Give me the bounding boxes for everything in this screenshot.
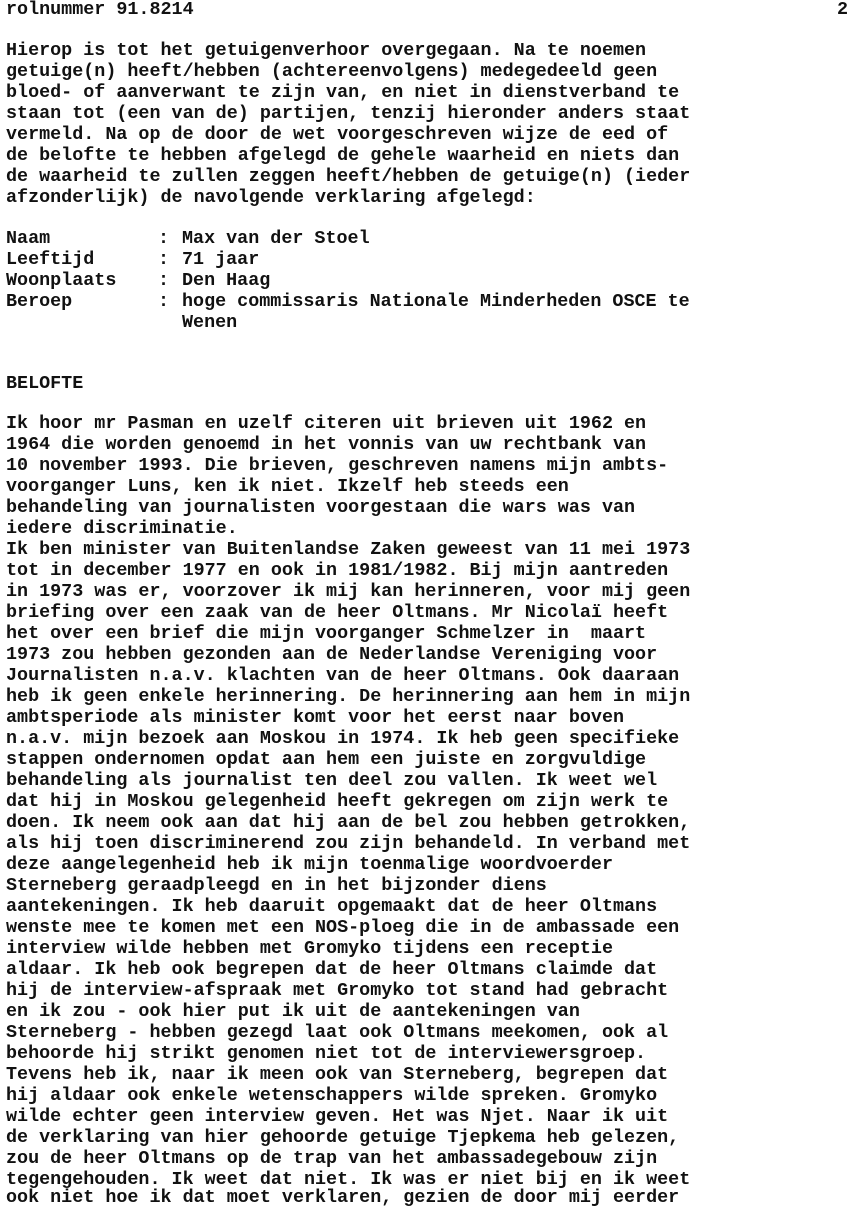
witness-colon: : — [158, 228, 170, 249]
witness-colon: : — [158, 291, 170, 312]
body-line: de verklaring van hier gehoorde getuige Tjepkema heb gelezen, — [6, 1127, 680, 1148]
intro-line: getuige(n) heeft/hebben (achtereenvolgens) medegedeeld geen — [6, 61, 658, 82]
witness-value-leeftijd: 71 jaar — [182, 249, 260, 270]
body-line: 10 november 1993. Die brieven, geschreven namens mijn ambts- — [6, 455, 669, 476]
body-line: wilde echter geen interview geven. Het was Njet. Naar ik uit — [6, 1106, 669, 1127]
body-line: behandeling van journalisten voorgestaan die wars was van — [6, 497, 636, 518]
section-heading-belofte: BELOFTE — [6, 373, 84, 394]
body-line: Tevens heb ik, naar ik meen ook van Sterneberg, begrepen dat — [6, 1064, 669, 1085]
witness-value-beroep: hoge commissaris Nationale Minderheden OSCE te — [182, 291, 690, 312]
body-line: aldaar. Ik heb ook begrepen dat de heer Oltmans claimde dat — [6, 959, 658, 980]
body-line: voorganger Luns, ken ik niet. Ikzelf heb steeds een — [6, 476, 569, 497]
body-line: het over een brief die mijn voorganger Schmelzer in maart — [6, 623, 647, 644]
body-line: hij aldaar ook enkele wetenschappers wilde spreken. Gromyko — [6, 1085, 658, 1106]
body-line: als hij toen discriminerend zou zijn behandeld. In verband met — [6, 833, 691, 854]
rolnummer-header: rolnummer 91.8214 — [6, 0, 194, 20]
body-line: deze aangelegenheid heb ik mijn toenmalige woordvoerder — [6, 854, 613, 875]
body-line: iedere discriminatie. — [6, 518, 238, 539]
body-line: 1973 zou hebben gezonden aan de Nederlandse Vereniging voor — [6, 644, 658, 665]
witness-label-woonplaats: Woonplaats — [6, 270, 117, 291]
body-line: briefing over een zaak van de heer Oltmans. Mr Nicolaï heeft — [6, 602, 669, 623]
body-line: aantekeningen. Ik heb daaruit opgemaakt dat de heer Oltmans — [6, 896, 658, 917]
body-line: 1964 die worden genoemd in het vonnis van uw rechtbank van — [6, 434, 647, 455]
intro-line: bloed- of aanverwant te zijn van, en niet in dienstverband te — [6, 82, 680, 103]
body-line: Ik ben minister van Buitenlandse Zaken geweest van 11 mei 1973 — [6, 539, 691, 560]
witness-value-beroep-continuation: Wenen — [182, 312, 238, 333]
witness-colon: : — [158, 270, 170, 291]
witness-label-leeftijd: Leeftijd — [6, 249, 95, 270]
body-line: interview wilde hebben met Gromyko tijdens een receptie — [6, 938, 613, 959]
body-line: tot in december 1977 en ook in 1981/1982. Bij mijn aantreden — [6, 560, 669, 581]
body-line: zou de heer Oltmans op de trap van het ambassadegebouw zijn — [6, 1148, 658, 1169]
witness-colon: : — [158, 249, 170, 270]
body-line: tegengehouden. Ik weet dat niet. Ik was er niet bij en ik weet — [6, 1169, 691, 1190]
body-line: in 1973 was er, voorzover ik mij kan herinneren, voor mij geen — [6, 581, 691, 602]
intro-line: vermeld. Na op de door de wet voorgeschreven wijze de eed of — [6, 124, 669, 145]
body-line: dat hij in Moskou gelegenheid heeft gekregen om zijn werk te — [6, 791, 669, 812]
body-line: Ik hoor mr Pasman en uzelf citeren uit brieven uit 1962 en — [6, 413, 647, 434]
intro-line: Hierop is tot het getuigenverhoor overgegaan. Na te noemen — [6, 40, 647, 61]
intro-line: de waarheid te zullen zeggen heeft/hebben de getuige(n) (ieder — [6, 166, 691, 187]
body-line: wenste mee te komen met een NOS-ploeg die in de ambassade een — [6, 917, 680, 938]
body-line: stappen ondernomen opdat aan hem een juiste en zorgvuldige — [6, 749, 647, 770]
intro-line: de belofte te hebben afgelegd de gehele waarheid en niets dan — [6, 145, 680, 166]
body-line: behandeling als journalist ten deel zou vallen. Ik weet wel — [6, 770, 658, 791]
witness-value-woonplaats: Den Haag — [182, 270, 271, 291]
body-line: ambtsperiode als minister komt voor het eerst naar boven — [6, 707, 625, 728]
witness-label-naam: Naam — [6, 228, 51, 249]
witness-value-naam: Max van der Stoel — [182, 228, 370, 249]
page-number: 2 — [836, 0, 848, 20]
body-line: Sterneberg geraadpleegd en in het bijzonder diens — [6, 875, 547, 896]
body-line: n.a.v. mijn bezoek aan Moskou in 1974. Ik heb geen specifieke — [6, 728, 680, 749]
body-line: ook niet hoe ik dat moet verklaren, gezien de door mij eerder — [6, 1187, 680, 1208]
intro-line: staan tot (een van de) partijen, tenzij hieronder anders staat — [6, 103, 691, 124]
intro-line: afzonderlijk) de navolgende verklaring afgelegd: — [6, 187, 536, 208]
body-line: Journalisten n.a.v. klachten van de heer Oltmans. Ook daaraan — [6, 665, 680, 686]
witness-label-beroep: Beroep — [6, 291, 73, 312]
body-line: en ik zou - ook hier put ik uit de aantekeningen van — [6, 1001, 580, 1022]
body-line: doen. Ik neem ook aan dat hij aan de bel zou hebben getrokken, — [6, 812, 691, 833]
body-line: heb ik geen enkele herinnering. De herinnering aan hem in mijn — [6, 686, 691, 707]
body-line: hij de interview-afspraak met Gromyko tot stand had gebracht — [6, 980, 669, 1001]
body-line: behoorde hij strikt genomen niet tot de interviewersgroep. — [6, 1043, 647, 1064]
body-line: Sterneberg - hebben gezegd laat ook Oltmans meekomen, ook al — [6, 1022, 669, 1043]
